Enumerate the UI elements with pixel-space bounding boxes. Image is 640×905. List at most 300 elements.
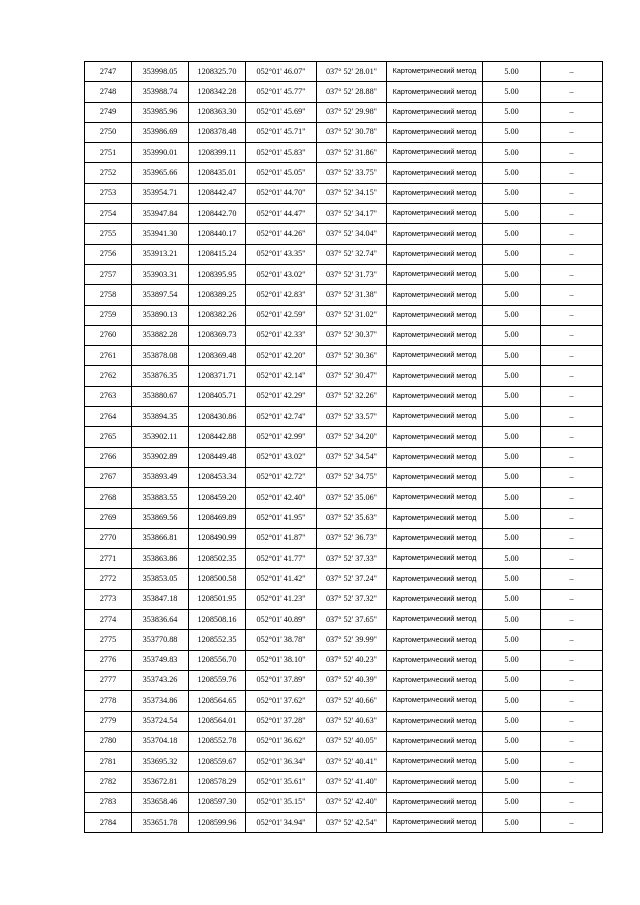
latitude-cell: 052°01' 41.42"	[246, 569, 317, 589]
longitude-cell: 037° 52' 28.01"	[317, 62, 387, 82]
y-coordinate-cell: 1208395.95	[189, 264, 246, 284]
longitude-cell: 037° 52' 40.05"	[317, 731, 387, 751]
note-cell: –	[541, 772, 603, 792]
x-coordinate-cell: 353853.05	[132, 569, 189, 589]
method-cell: Картометрический метод	[387, 82, 483, 102]
table-row	[85, 62, 603, 82]
x-coordinate-cell: 353658.46	[132, 792, 189, 812]
table-row	[85, 264, 603, 284]
latitude-cell: 052°01' 42.33"	[246, 325, 317, 345]
longitude-cell: 037° 52' 30.36"	[317, 346, 387, 366]
method-cell: Картометрический метод	[387, 305, 483, 325]
table-row	[85, 528, 603, 548]
table-row	[85, 427, 603, 447]
table-row	[85, 508, 603, 528]
x-coordinate-cell: 353988.74	[132, 82, 189, 102]
latitude-cell: 052°01' 46.07"	[246, 62, 317, 82]
y-coordinate-cell: 1208442.47	[189, 183, 246, 203]
method-cell: Картометрический метод	[387, 610, 483, 630]
method-cell: Картометрический метод	[387, 711, 483, 731]
accuracy-cell: 5.00	[483, 569, 541, 589]
accuracy-cell: 5.00	[483, 386, 541, 406]
longitude-cell: 037° 52' 40.66"	[317, 691, 387, 711]
table-row	[85, 792, 603, 812]
accuracy-cell: 5.00	[483, 102, 541, 122]
y-coordinate-cell: 1208405.71	[189, 386, 246, 406]
note-cell: –	[541, 204, 603, 224]
note-cell: –	[541, 366, 603, 386]
y-coordinate-cell: 1208342.28	[189, 82, 246, 102]
table-row	[85, 325, 603, 345]
point-number-cell: 2773	[85, 589, 132, 609]
table-row	[85, 407, 603, 427]
note-cell: –	[541, 325, 603, 345]
longitude-cell: 037° 52' 40.39"	[317, 670, 387, 690]
method-cell: Картометрический метод	[387, 122, 483, 142]
point-number-cell: 2772	[85, 569, 132, 589]
note-cell: –	[541, 427, 603, 447]
table-row	[85, 143, 603, 163]
accuracy-cell: 5.00	[483, 62, 541, 82]
note-cell: –	[541, 62, 603, 82]
note-cell: –	[541, 488, 603, 508]
accuracy-cell: 5.00	[483, 82, 541, 102]
latitude-cell: 052°01' 40.89"	[246, 610, 317, 630]
y-coordinate-cell: 1208552.78	[189, 731, 246, 751]
method-cell: Картометрический метод	[387, 670, 483, 690]
table-row	[85, 650, 603, 670]
accuracy-cell: 5.00	[483, 346, 541, 366]
note-cell: –	[541, 508, 603, 528]
method-cell: Картометрический метод	[387, 549, 483, 569]
y-coordinate-cell: 1208442.70	[189, 204, 246, 224]
note-cell: –	[541, 670, 603, 690]
latitude-cell: 052°01' 42.99"	[246, 427, 317, 447]
point-number-cell: 2762	[85, 366, 132, 386]
latitude-cell: 052°01' 37.62"	[246, 691, 317, 711]
accuracy-cell: 5.00	[483, 204, 541, 224]
point-number-cell: 2784	[85, 812, 132, 832]
point-number-cell: 2751	[85, 143, 132, 163]
table-row	[85, 549, 603, 569]
y-coordinate-cell: 1208490.99	[189, 528, 246, 548]
method-cell: Картометрический метод	[387, 366, 483, 386]
method-cell: Картометрический метод	[387, 731, 483, 751]
note-cell: –	[541, 183, 603, 203]
method-cell: Картометрический метод	[387, 62, 483, 82]
x-coordinate-cell: 353954.71	[132, 183, 189, 203]
note-cell: –	[541, 630, 603, 650]
accuracy-cell: 5.00	[483, 366, 541, 386]
point-number-cell: 2776	[85, 650, 132, 670]
longitude-cell: 037° 52' 40.23"	[317, 650, 387, 670]
y-coordinate-cell: 1208435.01	[189, 163, 246, 183]
latitude-cell: 052°01' 42.59"	[246, 305, 317, 325]
longitude-cell: 037° 52' 42.54"	[317, 812, 387, 832]
note-cell: –	[541, 711, 603, 731]
accuracy-cell: 5.00	[483, 122, 541, 142]
accuracy-cell: 5.00	[483, 488, 541, 508]
accuracy-cell: 5.00	[483, 670, 541, 690]
coordinates-table-body	[85, 62, 603, 833]
longitude-cell: 037° 52' 31.02"	[317, 305, 387, 325]
longitude-cell: 037° 52' 37.24"	[317, 569, 387, 589]
accuracy-cell: 5.00	[483, 407, 541, 427]
latitude-cell: 052°01' 45.77"	[246, 82, 317, 102]
x-coordinate-cell: 353998.05	[132, 62, 189, 82]
longitude-cell: 037° 52' 34.17"	[317, 204, 387, 224]
note-cell: –	[541, 386, 603, 406]
y-coordinate-cell: 1208469.89	[189, 508, 246, 528]
x-coordinate-cell: 353890.13	[132, 305, 189, 325]
y-coordinate-cell: 1208449.48	[189, 447, 246, 467]
longitude-cell: 037° 52' 34.20"	[317, 427, 387, 447]
latitude-cell: 052°01' 43.35"	[246, 244, 317, 264]
method-cell: Картометрический метод	[387, 285, 483, 305]
point-number-cell: 2760	[85, 325, 132, 345]
method-cell: Картометрический метод	[387, 772, 483, 792]
accuracy-cell: 5.00	[483, 630, 541, 650]
x-coordinate-cell: 353985.96	[132, 102, 189, 122]
accuracy-cell: 5.00	[483, 772, 541, 792]
point-number-cell: 2782	[85, 772, 132, 792]
latitude-cell: 052°01' 44.70"	[246, 183, 317, 203]
y-coordinate-cell: 1208371.71	[189, 366, 246, 386]
accuracy-cell: 5.00	[483, 528, 541, 548]
table-row	[85, 305, 603, 325]
y-coordinate-cell: 1208564.65	[189, 691, 246, 711]
x-coordinate-cell: 353880.67	[132, 386, 189, 406]
longitude-cell: 037° 52' 39.99"	[317, 630, 387, 650]
table-row	[85, 204, 603, 224]
method-cell: Картометрический метод	[387, 691, 483, 711]
method-cell: Картометрический метод	[387, 488, 483, 508]
y-coordinate-cell: 1208440.17	[189, 224, 246, 244]
method-cell: Картометрический метод	[387, 244, 483, 264]
accuracy-cell: 5.00	[483, 711, 541, 731]
accuracy-cell: 5.00	[483, 447, 541, 467]
point-number-cell: 2748	[85, 82, 132, 102]
method-cell: Картометрический метод	[387, 346, 483, 366]
point-number-cell: 2764	[85, 407, 132, 427]
method-cell: Картометрический метод	[387, 102, 483, 122]
table-row	[85, 366, 603, 386]
method-cell: Картометрический метод	[387, 528, 483, 548]
note-cell: –	[541, 224, 603, 244]
note-cell: –	[541, 143, 603, 163]
x-coordinate-cell: 353897.54	[132, 285, 189, 305]
accuracy-cell: 5.00	[483, 264, 541, 284]
point-number-cell: 2757	[85, 264, 132, 284]
longitude-cell: 037° 52' 40.41"	[317, 752, 387, 772]
latitude-cell: 052°01' 42.74"	[246, 407, 317, 427]
accuracy-cell: 5.00	[483, 427, 541, 447]
point-number-cell: 2767	[85, 467, 132, 487]
note-cell: –	[541, 792, 603, 812]
method-cell: Картометрический метод	[387, 325, 483, 345]
note-cell: –	[541, 650, 603, 670]
y-coordinate-cell: 1208564.01	[189, 711, 246, 731]
note-cell: –	[541, 407, 603, 427]
point-number-cell: 2770	[85, 528, 132, 548]
point-number-cell: 2758	[85, 285, 132, 305]
method-cell: Картометрический метод	[387, 386, 483, 406]
method-cell: Картометрический метод	[387, 204, 483, 224]
point-number-cell: 2752	[85, 163, 132, 183]
latitude-cell: 052°01' 42.14"	[246, 366, 317, 386]
y-coordinate-cell: 1208556.70	[189, 650, 246, 670]
longitude-cell: 037° 52' 41.40"	[317, 772, 387, 792]
x-coordinate-cell: 353941.30	[132, 224, 189, 244]
table-row	[85, 285, 603, 305]
accuracy-cell: 5.00	[483, 549, 541, 569]
x-coordinate-cell: 353770.88	[132, 630, 189, 650]
x-coordinate-cell: 353878.08	[132, 346, 189, 366]
x-coordinate-cell: 353651.78	[132, 812, 189, 832]
point-number-cell: 2781	[85, 752, 132, 772]
x-coordinate-cell: 353672.81	[132, 772, 189, 792]
point-number-cell: 2765	[85, 427, 132, 447]
longitude-cell: 037° 52' 35.63"	[317, 508, 387, 528]
x-coordinate-cell: 353724.54	[132, 711, 189, 731]
longitude-cell: 037° 52' 31.38"	[317, 285, 387, 305]
longitude-cell: 037° 52' 42.40"	[317, 792, 387, 812]
latitude-cell: 052°01' 37.89"	[246, 670, 317, 690]
point-number-cell: 2759	[85, 305, 132, 325]
point-number-cell: 2766	[85, 447, 132, 467]
point-number-cell: 2749	[85, 102, 132, 122]
x-coordinate-cell: 353869.56	[132, 508, 189, 528]
table-row	[85, 610, 603, 630]
method-cell: Картометрический метод	[387, 224, 483, 244]
latitude-cell: 052°01' 35.61"	[246, 772, 317, 792]
latitude-cell: 052°01' 45.83"	[246, 143, 317, 163]
method-cell: Картометрический метод	[387, 792, 483, 812]
longitude-cell: 037° 52' 29.98"	[317, 102, 387, 122]
latitude-cell: 052°01' 34.94"	[246, 812, 317, 832]
latitude-cell: 052°01' 38.78"	[246, 630, 317, 650]
x-coordinate-cell: 353836.64	[132, 610, 189, 630]
x-coordinate-cell: 353986.69	[132, 122, 189, 142]
longitude-cell: 037° 52' 28.88"	[317, 82, 387, 102]
note-cell: –	[541, 731, 603, 751]
table-row	[85, 752, 603, 772]
accuracy-cell: 5.00	[483, 143, 541, 163]
latitude-cell: 052°01' 42.40"	[246, 488, 317, 508]
table-row	[85, 102, 603, 122]
accuracy-cell: 5.00	[483, 224, 541, 244]
point-number-cell: 2755	[85, 224, 132, 244]
y-coordinate-cell: 1208389.25	[189, 285, 246, 305]
x-coordinate-cell: 353947.84	[132, 204, 189, 224]
point-number-cell: 2771	[85, 549, 132, 569]
table-row	[85, 691, 603, 711]
accuracy-cell: 5.00	[483, 610, 541, 630]
longitude-cell: 037° 52' 40.63"	[317, 711, 387, 731]
longitude-cell: 037° 52' 33.57"	[317, 407, 387, 427]
latitude-cell: 052°01' 44.47"	[246, 204, 317, 224]
latitude-cell: 052°01' 45.71"	[246, 122, 317, 142]
note-cell: –	[541, 549, 603, 569]
table-row	[85, 163, 603, 183]
table-row	[85, 467, 603, 487]
table-row	[85, 386, 603, 406]
x-coordinate-cell: 353863.86	[132, 549, 189, 569]
y-coordinate-cell: 1208378.48	[189, 122, 246, 142]
point-number-cell: 2761	[85, 346, 132, 366]
y-coordinate-cell: 1208415.24	[189, 244, 246, 264]
longitude-cell: 037° 52' 34.75"	[317, 467, 387, 487]
table-row	[85, 244, 603, 264]
note-cell: –	[541, 752, 603, 772]
accuracy-cell: 5.00	[483, 691, 541, 711]
latitude-cell: 052°01' 42.29"	[246, 386, 317, 406]
y-coordinate-cell: 1208369.73	[189, 325, 246, 345]
longitude-cell: 037° 52' 30.37"	[317, 325, 387, 345]
latitude-cell: 052°01' 44.26"	[246, 224, 317, 244]
note-cell: –	[541, 528, 603, 548]
point-number-cell: 2756	[85, 244, 132, 264]
x-coordinate-cell: 353882.28	[132, 325, 189, 345]
accuracy-cell: 5.00	[483, 183, 541, 203]
table-row	[85, 731, 603, 751]
table-row	[85, 812, 603, 832]
y-coordinate-cell: 1208559.67	[189, 752, 246, 772]
y-coordinate-cell: 1208502.35	[189, 549, 246, 569]
latitude-cell: 052°01' 38.10"	[246, 650, 317, 670]
table-row	[85, 670, 603, 690]
method-cell: Картометрический метод	[387, 569, 483, 589]
latitude-cell: 052°01' 42.83"	[246, 285, 317, 305]
point-number-cell: 2763	[85, 386, 132, 406]
longitude-cell: 037° 52' 37.32"	[317, 589, 387, 609]
longitude-cell: 037° 52' 31.73"	[317, 264, 387, 284]
y-coordinate-cell: 1208363.30	[189, 102, 246, 122]
note-cell: –	[541, 691, 603, 711]
latitude-cell: 052°01' 36.34"	[246, 752, 317, 772]
x-coordinate-cell: 353749.83	[132, 650, 189, 670]
longitude-cell: 037° 52' 30.78"	[317, 122, 387, 142]
note-cell: –	[541, 163, 603, 183]
y-coordinate-cell: 1208597.30	[189, 792, 246, 812]
accuracy-cell: 5.00	[483, 792, 541, 812]
y-coordinate-cell: 1208430.86	[189, 407, 246, 427]
latitude-cell: 052°01' 42.72"	[246, 467, 317, 487]
point-number-cell: 2775	[85, 630, 132, 650]
method-cell: Картометрический метод	[387, 163, 483, 183]
table-row	[85, 82, 603, 102]
point-number-cell: 2753	[85, 183, 132, 203]
method-cell: Картометрический метод	[387, 589, 483, 609]
accuracy-cell: 5.00	[483, 589, 541, 609]
table-row	[85, 711, 603, 731]
note-cell: –	[541, 610, 603, 630]
x-coordinate-cell: 353847.18	[132, 589, 189, 609]
point-number-cell: 2783	[85, 792, 132, 812]
point-number-cell: 2750	[85, 122, 132, 142]
longitude-cell: 037° 52' 31.86"	[317, 143, 387, 163]
accuracy-cell: 5.00	[483, 285, 541, 305]
note-cell: –	[541, 812, 603, 832]
accuracy-cell: 5.00	[483, 467, 541, 487]
latitude-cell: 052°01' 43.02"	[246, 264, 317, 284]
latitude-cell: 052°01' 41.23"	[246, 589, 317, 609]
latitude-cell: 052°01' 35.15"	[246, 792, 317, 812]
longitude-cell: 037° 52' 30.47"	[317, 366, 387, 386]
point-number-cell: 2769	[85, 508, 132, 528]
longitude-cell: 037° 52' 37.33"	[317, 549, 387, 569]
accuracy-cell: 5.00	[483, 163, 541, 183]
latitude-cell: 052°01' 37.28"	[246, 711, 317, 731]
method-cell: Картометрический метод	[387, 752, 483, 772]
latitude-cell: 052°01' 41.87"	[246, 528, 317, 548]
method-cell: Картометрический метод	[387, 508, 483, 528]
y-coordinate-cell: 1208442.88	[189, 427, 246, 447]
coordinates-table	[84, 61, 603, 833]
accuracy-cell: 5.00	[483, 752, 541, 772]
note-cell: –	[541, 285, 603, 305]
point-number-cell: 2780	[85, 731, 132, 751]
x-coordinate-cell: 353704.18	[132, 731, 189, 751]
accuracy-cell: 5.00	[483, 508, 541, 528]
longitude-cell: 037° 52' 34.15"	[317, 183, 387, 203]
y-coordinate-cell: 1208559.76	[189, 670, 246, 690]
table-row	[85, 183, 603, 203]
point-number-cell: 2774	[85, 610, 132, 630]
note-cell: –	[541, 102, 603, 122]
point-number-cell: 2754	[85, 204, 132, 224]
table-row	[85, 569, 603, 589]
latitude-cell: 052°01' 41.95"	[246, 508, 317, 528]
point-number-cell: 2779	[85, 711, 132, 731]
point-number-cell: 2778	[85, 691, 132, 711]
x-coordinate-cell: 353902.89	[132, 447, 189, 467]
point-number-cell: 2747	[85, 62, 132, 82]
y-coordinate-cell: 1208508.16	[189, 610, 246, 630]
point-number-cell: 2768	[85, 488, 132, 508]
method-cell: Картометрический метод	[387, 264, 483, 284]
x-coordinate-cell: 353965.66	[132, 163, 189, 183]
longitude-cell: 037° 52' 37.65"	[317, 610, 387, 630]
y-coordinate-cell: 1208459.20	[189, 488, 246, 508]
note-cell: –	[541, 244, 603, 264]
method-cell: Картометрический метод	[387, 630, 483, 650]
longitude-cell: 037° 52' 35.06"	[317, 488, 387, 508]
accuracy-cell: 5.00	[483, 244, 541, 264]
note-cell: –	[541, 447, 603, 467]
y-coordinate-cell: 1208369.48	[189, 346, 246, 366]
y-coordinate-cell: 1208453.34	[189, 467, 246, 487]
x-coordinate-cell: 353903.31	[132, 264, 189, 284]
accuracy-cell: 5.00	[483, 812, 541, 832]
x-coordinate-cell: 353695.32	[132, 752, 189, 772]
method-cell: Картометрический метод	[387, 812, 483, 832]
method-cell: Картометрический метод	[387, 467, 483, 487]
note-cell: –	[541, 589, 603, 609]
latitude-cell: 052°01' 42.20"	[246, 346, 317, 366]
latitude-cell: 052°01' 41.77"	[246, 549, 317, 569]
note-cell: –	[541, 569, 603, 589]
longitude-cell: 037° 52' 33.75"	[317, 163, 387, 183]
x-coordinate-cell: 353894.35	[132, 407, 189, 427]
table-row	[85, 122, 603, 142]
table-row	[85, 447, 603, 467]
table-row	[85, 224, 603, 244]
latitude-cell: 052°01' 45.69"	[246, 102, 317, 122]
method-cell: Картометрический метод	[387, 143, 483, 163]
table-row	[85, 589, 603, 609]
note-cell: –	[541, 346, 603, 366]
